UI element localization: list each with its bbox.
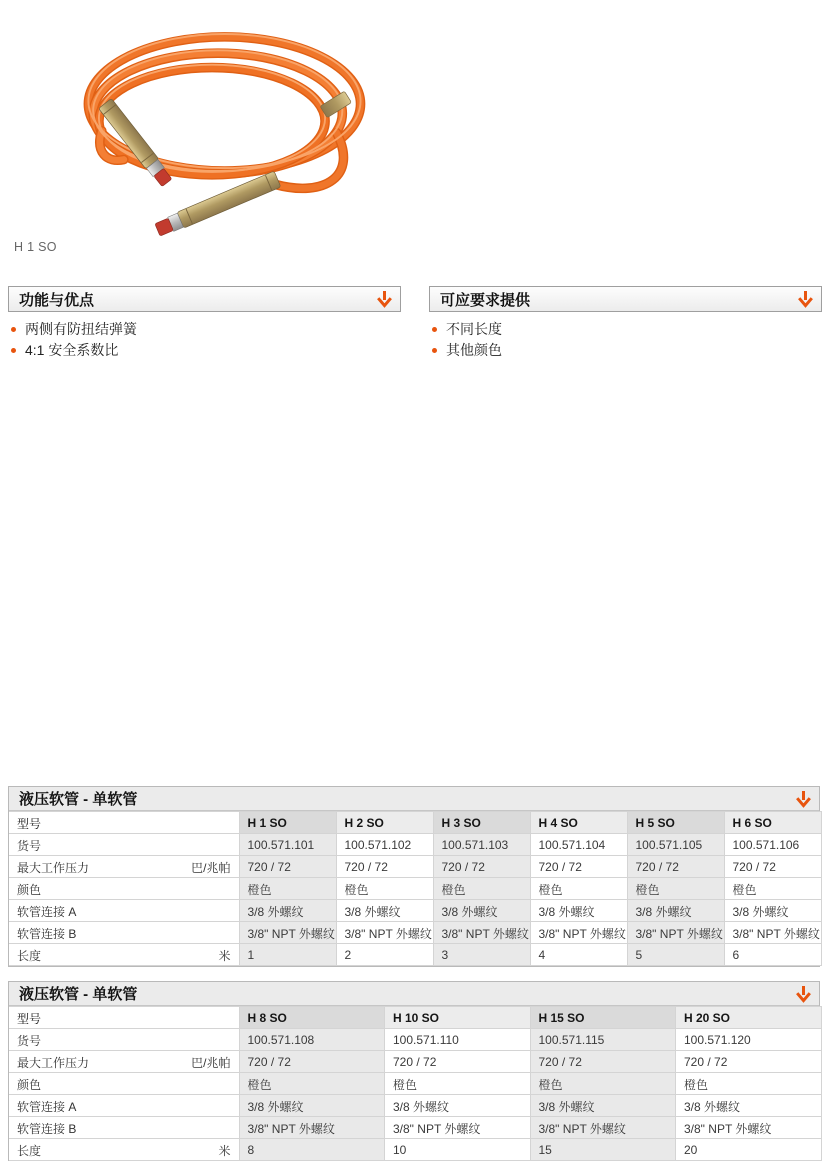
row-label-cell: 最大工作压力 巴/兆帕 — [9, 856, 239, 878]
row-label-cell: 软管连接 A — [9, 900, 239, 922]
spec-value-cell: 橙色 — [433, 878, 530, 900]
spec-value-cell: 3/8" NPT 外螺纹 — [627, 922, 724, 944]
spec-value-cell: 100.571.105 — [627, 834, 724, 856]
list-item — [8, 319, 401, 340]
row-label-cell: 颜色 — [9, 1073, 239, 1095]
model-header-cell: H 1 SO — [239, 812, 336, 834]
table-row — [9, 1029, 821, 1051]
bullet-icon — [432, 348, 437, 353]
table-row — [9, 1117, 821, 1139]
row-label-cell: 货号 — [9, 1029, 239, 1051]
list-item-text: 不同长度 — [446, 321, 502, 337]
spec-value-cell: 3/8 外螺纹 — [676, 1095, 822, 1117]
list-item-text: 两侧有防扭结弹簧 — [25, 321, 137, 337]
spec-value-cell: 720 / 72 — [433, 856, 530, 878]
table-title: 液压软管 - 单软管 — [19, 986, 138, 1003]
list-item-text: 4:1 安全系数比 — [25, 342, 119, 358]
spec-grid — [9, 1006, 822, 1161]
spec-value-cell: 3/8" NPT 外螺纹 — [385, 1117, 531, 1139]
spec-value-cell: 3/8" NPT 外螺纹 — [530, 922, 627, 944]
product-caption: H 1 SO — [14, 240, 57, 254]
info-sections — [8, 286, 822, 361]
spec-value-cell: 3/8" NPT 外螺纹 — [724, 922, 821, 944]
spec-value-cell: 3/8" NPT 外螺纹 — [239, 1117, 385, 1139]
spec-value-cell: 3/8 外螺纹 — [433, 900, 530, 922]
table-row — [9, 1139, 821, 1161]
spec-value-cell: 720 / 72 — [239, 1051, 385, 1073]
spec-value-cell: 720 / 72 — [530, 856, 627, 878]
model-header-cell: H 15 SO — [530, 1007, 676, 1029]
bullet-icon — [432, 327, 437, 332]
bullet-icon — [11, 327, 16, 332]
spec-value-cell: 15 — [530, 1139, 676, 1161]
on-request-title: 可应要求提供 — [440, 291, 531, 309]
list-item-text: 其他颜色 — [446, 342, 502, 358]
spec-value-cell: 6 — [724, 944, 821, 966]
spec-value-cell: 720 / 72 — [239, 856, 336, 878]
spec-value-cell: 3/8" NPT 外螺纹 — [336, 922, 433, 944]
row-unit-label: 米 — [218, 948, 231, 963]
spec-value-cell: 100.571.115 — [530, 1029, 676, 1051]
features-title: 功能与优点 — [19, 291, 95, 309]
table-row — [9, 856, 821, 878]
spec-table-single-hose-1 — [8, 786, 820, 967]
spec-value-cell: 3/8 外螺纹 — [239, 1095, 385, 1117]
row-label-cell: 软管连接 B — [9, 922, 239, 944]
spec-value-cell: 4 — [530, 944, 627, 966]
spec-value-cell: 橙色 — [336, 878, 433, 900]
model-header-cell: H 6 SO — [724, 812, 821, 834]
spec-value-cell: 720 / 72 — [385, 1051, 531, 1073]
spec-value-cell: 100.571.101 — [239, 834, 336, 856]
model-header-cell: H 5 SO — [627, 812, 724, 834]
spec-table-single-hose-2 — [8, 981, 820, 1161]
spec-value-cell: 100.571.106 — [724, 834, 821, 856]
spec-value-cell: 3/8 外螺纹 — [724, 900, 821, 922]
row-label-cell: 型号 — [9, 1007, 239, 1029]
spec-value-cell: 100.571.104 — [530, 834, 627, 856]
table-title: 液压软管 - 单软管 — [19, 791, 138, 808]
hose-illustration — [28, 8, 373, 243]
spec-value-cell: 8 — [239, 1139, 385, 1161]
model-header-cell: H 20 SO — [676, 1007, 822, 1029]
on-request-section — [429, 286, 822, 361]
list-item — [8, 340, 401, 361]
list-item — [429, 319, 822, 340]
row-label-cell: 长度 米 — [9, 1139, 239, 1161]
spec-value-cell: 720 / 72 — [627, 856, 724, 878]
spec-value-cell: 3/8 外螺纹 — [385, 1095, 531, 1117]
bullet-icon — [11, 348, 16, 353]
spec-value-cell: 3/8" NPT 外螺纹 — [530, 1117, 676, 1139]
row-label-cell: 最大工作压力 巴/兆帕 — [9, 1051, 239, 1073]
spec-value-cell: 3/8 外螺纹 — [530, 1095, 676, 1117]
row-label-cell: 软管连接 B — [9, 1117, 239, 1139]
down-arrow-icon — [795, 985, 812, 1003]
spec-value-cell: 10 — [385, 1139, 531, 1161]
features-list — [8, 319, 401, 361]
down-arrow-icon — [795, 790, 812, 808]
row-label-cell: 长度 米 — [9, 944, 239, 966]
spec-value-cell: 3 — [433, 944, 530, 966]
spec-value-cell: 720 / 72 — [530, 1051, 676, 1073]
spec-value-cell: 100.571.120 — [676, 1029, 822, 1051]
spec-value-cell: 1 — [239, 944, 336, 966]
spec-value-cell: 橙色 — [385, 1073, 531, 1095]
spec-value-cell: 橙色 — [676, 1073, 822, 1095]
table-row — [9, 812, 821, 834]
spec-value-cell: 20 — [676, 1139, 822, 1161]
table-row — [9, 878, 821, 900]
spec-value-cell: 3/8" NPT 外螺纹 — [239, 922, 336, 944]
spec-value-cell: 3/8" NPT 外螺纹 — [433, 922, 530, 944]
features-header — [8, 286, 401, 312]
table-row — [9, 944, 821, 966]
table-row — [9, 1073, 821, 1095]
row-label-cell: 货号 — [9, 834, 239, 856]
spec-value-cell: 橙色 — [724, 878, 821, 900]
hose-fitting-b — [154, 171, 281, 238]
spec-value-cell: 720 / 72 — [676, 1051, 822, 1073]
row-label-cell: 软管连接 A — [9, 1095, 239, 1117]
spec-value-cell: 3/8 外螺纹 — [627, 900, 724, 922]
spec-value-cell: 3/8 外螺纹 — [530, 900, 627, 922]
model-header-cell: H 3 SO — [433, 812, 530, 834]
spec-value-cell: 100.571.103 — [433, 834, 530, 856]
table-row — [9, 1095, 821, 1117]
spec-value-cell: 橙色 — [627, 878, 724, 900]
table-row — [9, 900, 821, 922]
spec-value-cell: 橙色 — [530, 1073, 676, 1095]
table-row — [9, 834, 821, 856]
table-row — [9, 1007, 821, 1029]
spec-value-cell: 720 / 72 — [336, 856, 433, 878]
model-header-cell: H 8 SO — [239, 1007, 385, 1029]
spec-value-cell: 2 — [336, 944, 433, 966]
spec-value-cell: 3/8 外螺纹 — [239, 900, 336, 922]
model-header-cell: H 4 SO — [530, 812, 627, 834]
table-title-bar — [9, 787, 819, 811]
down-arrow-icon — [376, 290, 393, 308]
spec-value-cell: 3/8 外螺纹 — [336, 900, 433, 922]
spec-value-cell: 100.571.102 — [336, 834, 433, 856]
spec-value-cell: 5 — [627, 944, 724, 966]
spec-value-cell: 橙色 — [239, 1073, 385, 1095]
spec-value-cell: 3/8" NPT 外螺纹 — [676, 1117, 822, 1139]
list-item — [429, 340, 822, 361]
down-arrow-icon — [797, 290, 814, 308]
spec-value-cell: 橙色 — [530, 878, 627, 900]
row-unit-label: 巴/兆帕 — [191, 860, 231, 875]
on-request-list — [429, 319, 822, 361]
spec-value-cell: 橙色 — [239, 878, 336, 900]
row-label-cell: 型号 — [9, 812, 239, 834]
row-unit-label: 巴/兆帕 — [191, 1055, 231, 1070]
table-row — [9, 1051, 821, 1073]
row-label-cell: 颜色 — [9, 878, 239, 900]
table-title-bar — [9, 982, 819, 1006]
spec-value-cell: 100.571.110 — [385, 1029, 531, 1051]
on-request-header — [429, 286, 822, 312]
spec-grid — [9, 811, 822, 966]
model-header-cell: H 2 SO — [336, 812, 433, 834]
row-unit-label: 米 — [218, 1143, 231, 1158]
spec-value-cell: 720 / 72 — [724, 856, 821, 878]
product-image — [28, 8, 373, 243]
features-section — [8, 286, 401, 361]
table-row — [9, 922, 821, 944]
model-header-cell: H 10 SO — [385, 1007, 531, 1029]
spec-value-cell: 100.571.108 — [239, 1029, 385, 1051]
